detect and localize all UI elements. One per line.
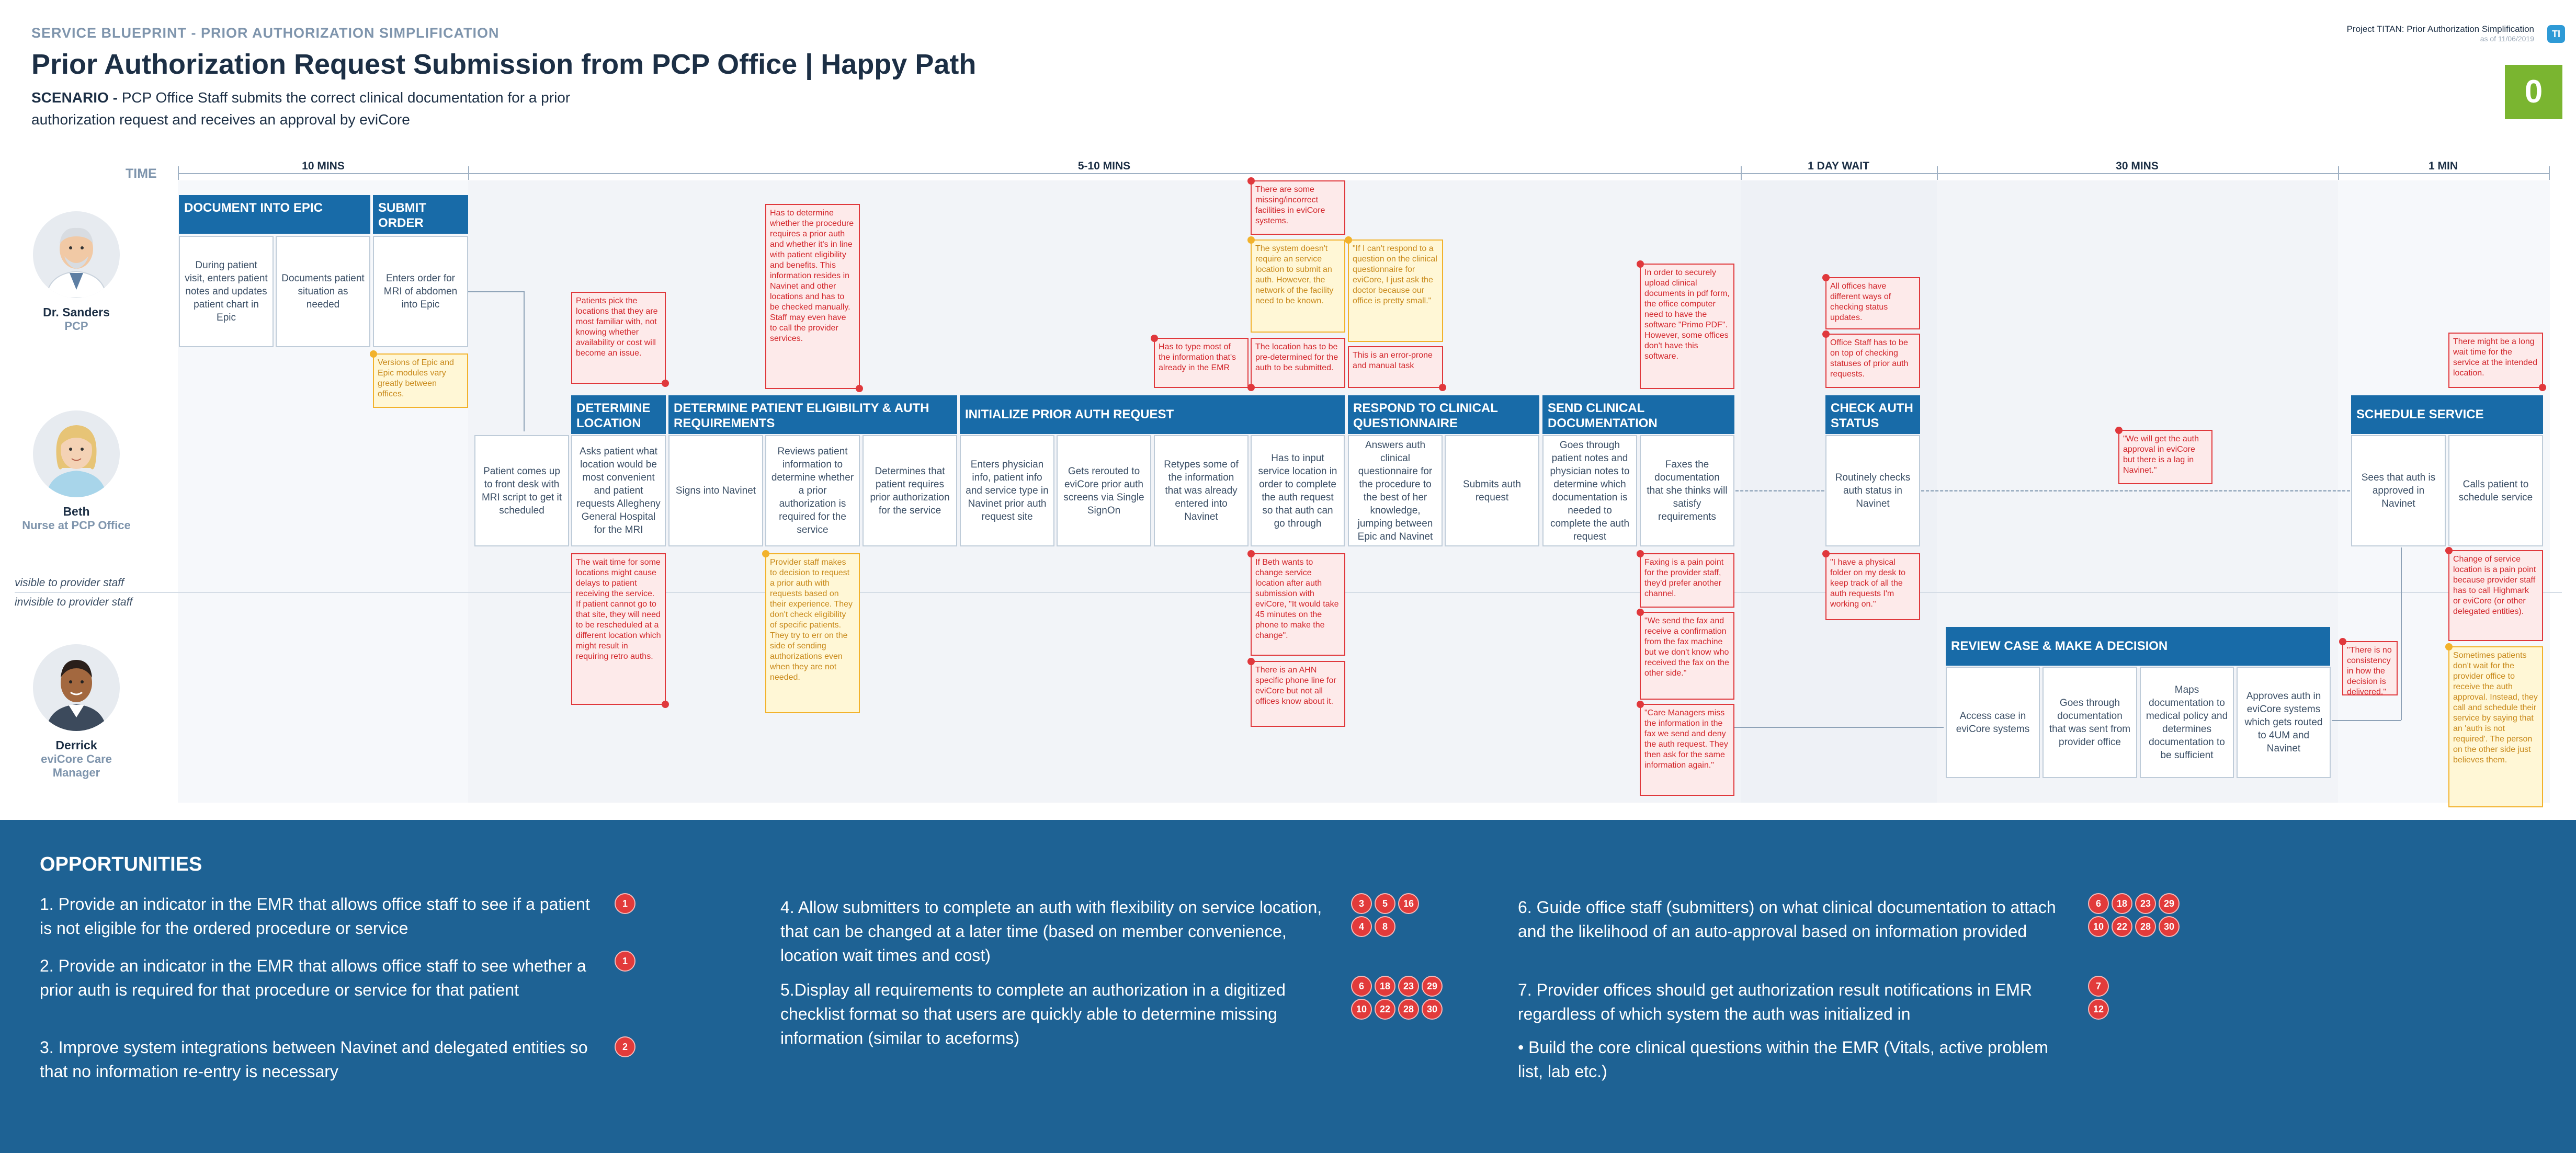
step-card: Access case in eviCore systems xyxy=(1946,667,2040,778)
timeline-tick xyxy=(2338,166,2339,180)
phase-eligibility: DETERMINE PATIENT ELIGIBILITY & AUTH REQUIREMENTS xyxy=(668,395,957,434)
pain-point-note xyxy=(1825,277,1920,329)
note-text: The system doesn't require an service location to submit an auth. However, the network of the facility need to be known. xyxy=(1255,244,1334,305)
reference-badge: 22 xyxy=(2112,916,2132,937)
persona-name: Dr. Sanders xyxy=(43,305,110,319)
flow-arrow xyxy=(1734,727,1944,728)
note-text: "We will get the auth approval in eviCore but there is a lag in Navinet." xyxy=(2123,435,2199,475)
warning-dot-icon xyxy=(370,350,377,358)
titan-logo-icon: TI xyxy=(2547,25,2565,43)
warning-note xyxy=(765,553,860,713)
reference-badge: 5 xyxy=(1375,893,1395,914)
note-text: Change of service location is a pain point because provider staff has to call Highmark or eviCore (or other delegated entities). xyxy=(2453,555,2536,616)
care-manager-avatar xyxy=(33,644,120,731)
step-card: Patient comes up to front desk with MRI script to get it scheduled xyxy=(474,435,569,546)
step-card: Answers auth clinical questionnaire for the procedure to the best of her knowledge, jumping between Epic and Navinet xyxy=(1348,435,1443,546)
scenario-description: PCP Office Staff submits the correct clinical documentation for a prior authorization request and receives an approval by eviCore xyxy=(31,89,571,128)
pain-point-note xyxy=(1348,346,1443,388)
pain-point-note xyxy=(2448,550,2543,641)
note-text: The location has to be pre-determined for the auth to be submitted. xyxy=(1255,343,1338,372)
timeline-tick xyxy=(2549,166,2550,180)
timeline-tick xyxy=(1741,166,1742,180)
opportunity-item: 4. Allow submitters to complete an auth with flexibility on service location, that can be changed at a later time (based on member convenience, location wait times and cost) xyxy=(780,898,1322,965)
counter-badge: 0 xyxy=(2505,65,2562,119)
pain-dot-icon xyxy=(1637,260,1644,268)
pain-dot-icon xyxy=(662,380,669,387)
visible-label: visible to provider staff xyxy=(15,577,124,589)
step-card: Enters physician info, patient info and service type in Navinet prior auth request site xyxy=(960,435,1054,546)
step-card: Goes through patient notes and physician notes to determine which documentation is needed to complete the auth request xyxy=(1542,435,1637,546)
step-card: Approves auth in eviCore systems which gets routed to 4UM and Navinet xyxy=(2237,667,2331,778)
page-title: Prior Authorization Request Submission from PCP Office | Happy Path xyxy=(31,49,977,80)
pain-point-note xyxy=(2448,333,2543,388)
note-text: In order to securely upload clinical documents in pdf form, the office computer need to have the software "Primo PDF". However, some offices don't have this software. xyxy=(1644,268,1730,361)
warning-note xyxy=(1251,239,1345,333)
note-text: If Beth wants to change service location after auth submission with eviCore, "It would take 45 minutes on the phone to make the change". xyxy=(1255,558,1339,640)
reference-badge: 1 xyxy=(615,893,636,914)
wait-connector xyxy=(1921,490,2350,492)
flow-arrow xyxy=(2332,720,2401,721)
step-card: Enters order for MRI of abdomen into Epic xyxy=(373,236,468,347)
reference-badge: 2 xyxy=(615,1036,636,1057)
pain-dot-icon xyxy=(2115,427,2123,434)
pain-point-note xyxy=(1251,338,1345,388)
note-text: "If I can't respond to a question on the clinical questionnaire for eviCore, I just ask the doctor because our office is pretty small." xyxy=(1353,244,1437,305)
step-card: Documents patient situation as needed xyxy=(276,236,370,347)
phase-check-status: CHECK AUTH STATUS xyxy=(1825,395,1920,434)
blueprint-eyebrow: SERVICE BLUEPRINT - PRIOR AUTHORIZATION SIMPLIFICATION xyxy=(31,25,500,41)
note-text: Sometimes patients don't wait for the provider office to receive the auth approval. Instead, they call and schedule their service by saying that an 'auth is not required'. The person on the other side just believes them. xyxy=(2453,651,2538,764)
warning-note xyxy=(2448,646,2543,807)
reference-badge: 23 xyxy=(1398,976,1419,997)
step-card: Faxes the documentation that she thinks will satisfy requirements xyxy=(1640,435,1734,546)
note-text: "There is no consistency in how the decision is delivered." xyxy=(2347,646,2392,697)
note-text: Has to determine whether the procedure requires a prior auth and whether it's in line with patient eligibility and benefits. This information resides in Navinet and other locations and has to be checked manually. Staff may even have to call the provider services. xyxy=(770,209,854,343)
phase-schedule: SCHEDULE SERVICE xyxy=(2351,395,2543,434)
pain-dot-icon xyxy=(1151,335,1158,342)
flow-arrow xyxy=(468,291,525,292)
phase-document-into-epic: DOCUMENT INTO EPIC xyxy=(179,195,370,234)
note-text: Faxing is a pain point for the provider staff, they'd prefer another channel. xyxy=(1644,558,1724,598)
pain-point-note xyxy=(765,204,860,389)
persona-care-manager xyxy=(19,644,134,780)
opportunity-item: 5.Display all requirements to complete an authorization in a digitized checklist format so that users are quickly able to determine missing information (similar to aceforms) xyxy=(780,980,1286,1047)
pain-point-note xyxy=(1640,553,1734,608)
reference-badge: 28 xyxy=(1398,999,1419,1020)
note-text: "Care Managers miss the information in the fax we send and deny the auth request. They then ask for the same information again." xyxy=(1644,709,1728,770)
persona-name: Beth xyxy=(63,505,90,518)
pain-dot-icon xyxy=(1822,550,1830,557)
time-segment: 30 MINS xyxy=(2109,160,2165,173)
phase-respond: RESPOND TO CLINICAL QUESTIONNAIRE xyxy=(1348,395,1539,434)
step-card: Signs into Navinet xyxy=(668,435,763,546)
step-card: Maps documentation to medical policy and determines documentation to be sufficient xyxy=(2140,667,2234,778)
note-text: The wait time for some locations might cause delays to patient receiving the service. If patient cannot go to that site, they will need to be rescheduled at a different location which might result in requiring retro auths. xyxy=(576,558,661,661)
reference-badge: 10 xyxy=(2088,916,2109,937)
warning-dot-icon xyxy=(1345,236,1352,244)
pain-dot-icon xyxy=(1637,550,1644,557)
phase-send-docs: SEND CLINICAL DOCUMENTATION xyxy=(1542,395,1734,434)
pain-point-note xyxy=(2342,641,2398,695)
reference-badge: 22 xyxy=(1375,999,1395,1020)
reference-badge: 23 xyxy=(2135,893,2156,914)
reference-badge: 8 xyxy=(1375,916,1395,937)
note-text: All offices have different ways of checking status updates. xyxy=(1830,282,1891,322)
flow-arrow xyxy=(524,291,525,431)
opportunity-item: • Build the core clinical questions within the EMR (Vitals, active problem list, lab etc.) xyxy=(1518,1038,2048,1081)
pain-point-note xyxy=(1251,661,1345,727)
reference-badge: 18 xyxy=(2112,893,2132,914)
pain-dot-icon xyxy=(662,701,669,708)
note-text: There might be a long wait time for the service at the intended location. xyxy=(2453,337,2537,378)
reference-badge: 16 xyxy=(1398,893,1419,914)
step-card: Retypes some of the information that was already entered into Navinet xyxy=(1154,435,1249,546)
persona-name: Derrick xyxy=(55,738,97,752)
step-card: Calls patient to schedule service xyxy=(2448,435,2543,546)
reference-badge: 30 xyxy=(1422,999,1443,1020)
time-segment: 1 MIN xyxy=(2422,160,2464,173)
step-card: Routinely checks auth status in Navinet xyxy=(1825,435,1920,546)
pain-dot-icon xyxy=(1637,701,1644,708)
step-card: Gets rerouted to eviCore prior auth screens via Single SignOn xyxy=(1057,435,1151,546)
reference-badge: 3 xyxy=(1351,893,1372,914)
pain-point-note xyxy=(1640,704,1734,796)
reference-badge: 7 xyxy=(2088,976,2109,997)
pain-point-note xyxy=(1154,338,1249,388)
opportunity-item: 2. Provide an indicator in the EMR that allows office staff to see whether a prior auth is required for that procedure or service for that patient xyxy=(40,956,586,999)
opportunity-item: 6. Guide office staff (submitters) on what clinical documentation to attach and the likelihood of an auto-approval based on information provided xyxy=(1518,898,2056,941)
reference-badge: 18 xyxy=(1375,976,1395,997)
note-text: Office Staff has to be on top of checking statuses of prior auth requests. xyxy=(1830,338,1909,379)
warning-note xyxy=(373,353,468,408)
note-text: This is an error-prone and manual task xyxy=(1353,351,1433,370)
pain-dot-icon xyxy=(1247,550,1255,557)
scenario-text xyxy=(31,87,607,131)
project-name: Project TITAN: Prior Authorization Simplification xyxy=(2346,24,2534,34)
phase-review: REVIEW CASE & MAKE A DECISION xyxy=(1946,627,2330,666)
warning-note xyxy=(1348,239,1443,342)
note-text: Patients pick the locations that they are most familiar with, not knowing whether availability or cost will become an issue. xyxy=(576,296,658,358)
pain-point-note xyxy=(1251,180,1345,235)
reference-badge: 30 xyxy=(2159,916,2180,937)
time-segment: 5-10 MINS xyxy=(1072,160,1137,173)
pain-point-note xyxy=(2118,430,2212,484)
pain-point-note xyxy=(1825,553,1920,620)
reference-badge: 29 xyxy=(1422,976,1443,997)
time-label: TIME xyxy=(126,166,157,181)
wait-connector xyxy=(1735,490,1824,492)
step-card: During patient visit, enters patient notes and updates patient chart in Epic xyxy=(179,236,274,347)
timeline-axis xyxy=(178,173,2550,174)
pain-dot-icon xyxy=(2539,384,2546,391)
warning-dot-icon xyxy=(2445,643,2453,650)
persona-role: eviCore Care Manager xyxy=(41,752,112,779)
phase-initialize: INITIALIZE PRIOR AUTH REQUEST xyxy=(960,395,1345,434)
pain-point-note xyxy=(1640,264,1734,389)
persona-role: PCP xyxy=(64,319,88,333)
step-card: Reviews patient information to determine whether a prior authorization is required for the service xyxy=(765,435,860,546)
warning-dot-icon xyxy=(762,550,769,557)
persona-nurse xyxy=(19,410,134,532)
warning-dot-icon xyxy=(1247,236,1255,244)
flow-arrow xyxy=(2401,547,2402,720)
timeline-tick xyxy=(1937,166,1938,180)
timeline-tick xyxy=(468,166,469,180)
project-meta xyxy=(2220,24,2534,43)
pain-dot-icon xyxy=(856,385,863,392)
note-text: "We send the fax and receive a confirmation from the fax machine but we don't know who received the fax on the other side." xyxy=(1644,617,1729,678)
note-text: There is an AHN specific phone line for eviCore but not all offices know about it. xyxy=(1255,666,1336,706)
pain-point-note xyxy=(1825,334,1920,388)
opportunity-item: 3. Improve system integrations between Navinet and delegated entities so that no information re-entry is necessary xyxy=(40,1038,588,1081)
pain-point-note xyxy=(1640,612,1734,700)
note-text: Versions of Epic and Epic modules vary greatly between offices. xyxy=(378,358,454,398)
persona-doctor xyxy=(19,211,134,333)
opportunity-item: 7. Provider offices should get authorization result notifications in EMR regardless of which system the auth was initialized in xyxy=(1518,980,2033,1023)
note-text: There are some missing/incorrect facilities in eviCore systems. xyxy=(1255,185,1325,225)
reference-badge: 6 xyxy=(1351,976,1372,997)
pain-dot-icon xyxy=(1439,384,1446,391)
pain-dot-icon xyxy=(2339,638,2346,645)
reference-badge: 4 xyxy=(1351,916,1372,937)
project-date: as of 11/06/2019 xyxy=(2480,35,2534,43)
scenario-label: SCENARIO - xyxy=(31,89,118,106)
note-text: "I have a physical folder on my desk to keep track of all the auth requests I'm working on." xyxy=(1830,558,1906,609)
time-segment: 10 MINS xyxy=(296,160,351,173)
doctor-avatar xyxy=(33,211,120,298)
persona-role: Nurse at PCP Office xyxy=(22,519,131,532)
pain-dot-icon xyxy=(1247,658,1255,665)
invisible-label: invisible to provider staff xyxy=(15,596,133,608)
step-card: Has to input service location in order to complete the auth request so that auth can go through xyxy=(1251,435,1345,546)
step-card: Submits auth request xyxy=(1445,435,1539,546)
reference-badge: 10 xyxy=(1351,999,1372,1020)
note-text: Has to type most of the information that's already in the EMR xyxy=(1159,343,1236,372)
reference-badge: 1 xyxy=(615,951,636,972)
step-card: Sees that auth is approved in Navinet xyxy=(2351,435,2446,546)
opportunity-item: 1. Provide an indicator in the EMR that allows office staff to see if a patient is not eligible for the ordered procedure or service xyxy=(40,895,590,938)
reference-badge: 6 xyxy=(2088,893,2109,914)
step-card: Asks patient what location would be most convenient and patient requests Allegheny General Hospital for the MRI xyxy=(571,435,666,546)
nurse-avatar xyxy=(33,410,120,497)
opportunities-heading: OPPORTUNITIES xyxy=(40,853,202,875)
reference-badge: 29 xyxy=(2159,893,2180,914)
pain-dot-icon xyxy=(1247,177,1255,185)
pain-dot-icon xyxy=(1822,330,1830,338)
step-card: Determines that patient requires prior authorization for the service xyxy=(863,435,957,546)
note-text: Provider staff makes to decision to request a prior auth with requests based on their experience. They don't check eligibility of specific patients. They try to err on the side of sending authorizations even when they are not needed. xyxy=(770,558,853,682)
reference-badge: 12 xyxy=(2088,999,2109,1020)
phase-determine-location: DETERMINE LOCATION xyxy=(571,395,666,434)
phase-submit-order: SUBMIT ORDER xyxy=(373,195,468,234)
pain-dot-icon xyxy=(1822,274,1830,281)
pain-dot-icon xyxy=(2445,547,2453,554)
pain-dot-icon xyxy=(1637,609,1644,616)
pain-dot-icon xyxy=(1247,384,1255,391)
time-segment: 1 DAY WAIT xyxy=(1801,160,1876,173)
reference-badge: 28 xyxy=(2135,916,2156,937)
pain-point-note xyxy=(1251,553,1345,656)
pain-point-note xyxy=(571,553,666,705)
step-card: Goes through documentation that was sent from provider office xyxy=(2042,667,2137,778)
timeline-tick xyxy=(178,166,179,180)
pain-point-note xyxy=(571,292,666,384)
